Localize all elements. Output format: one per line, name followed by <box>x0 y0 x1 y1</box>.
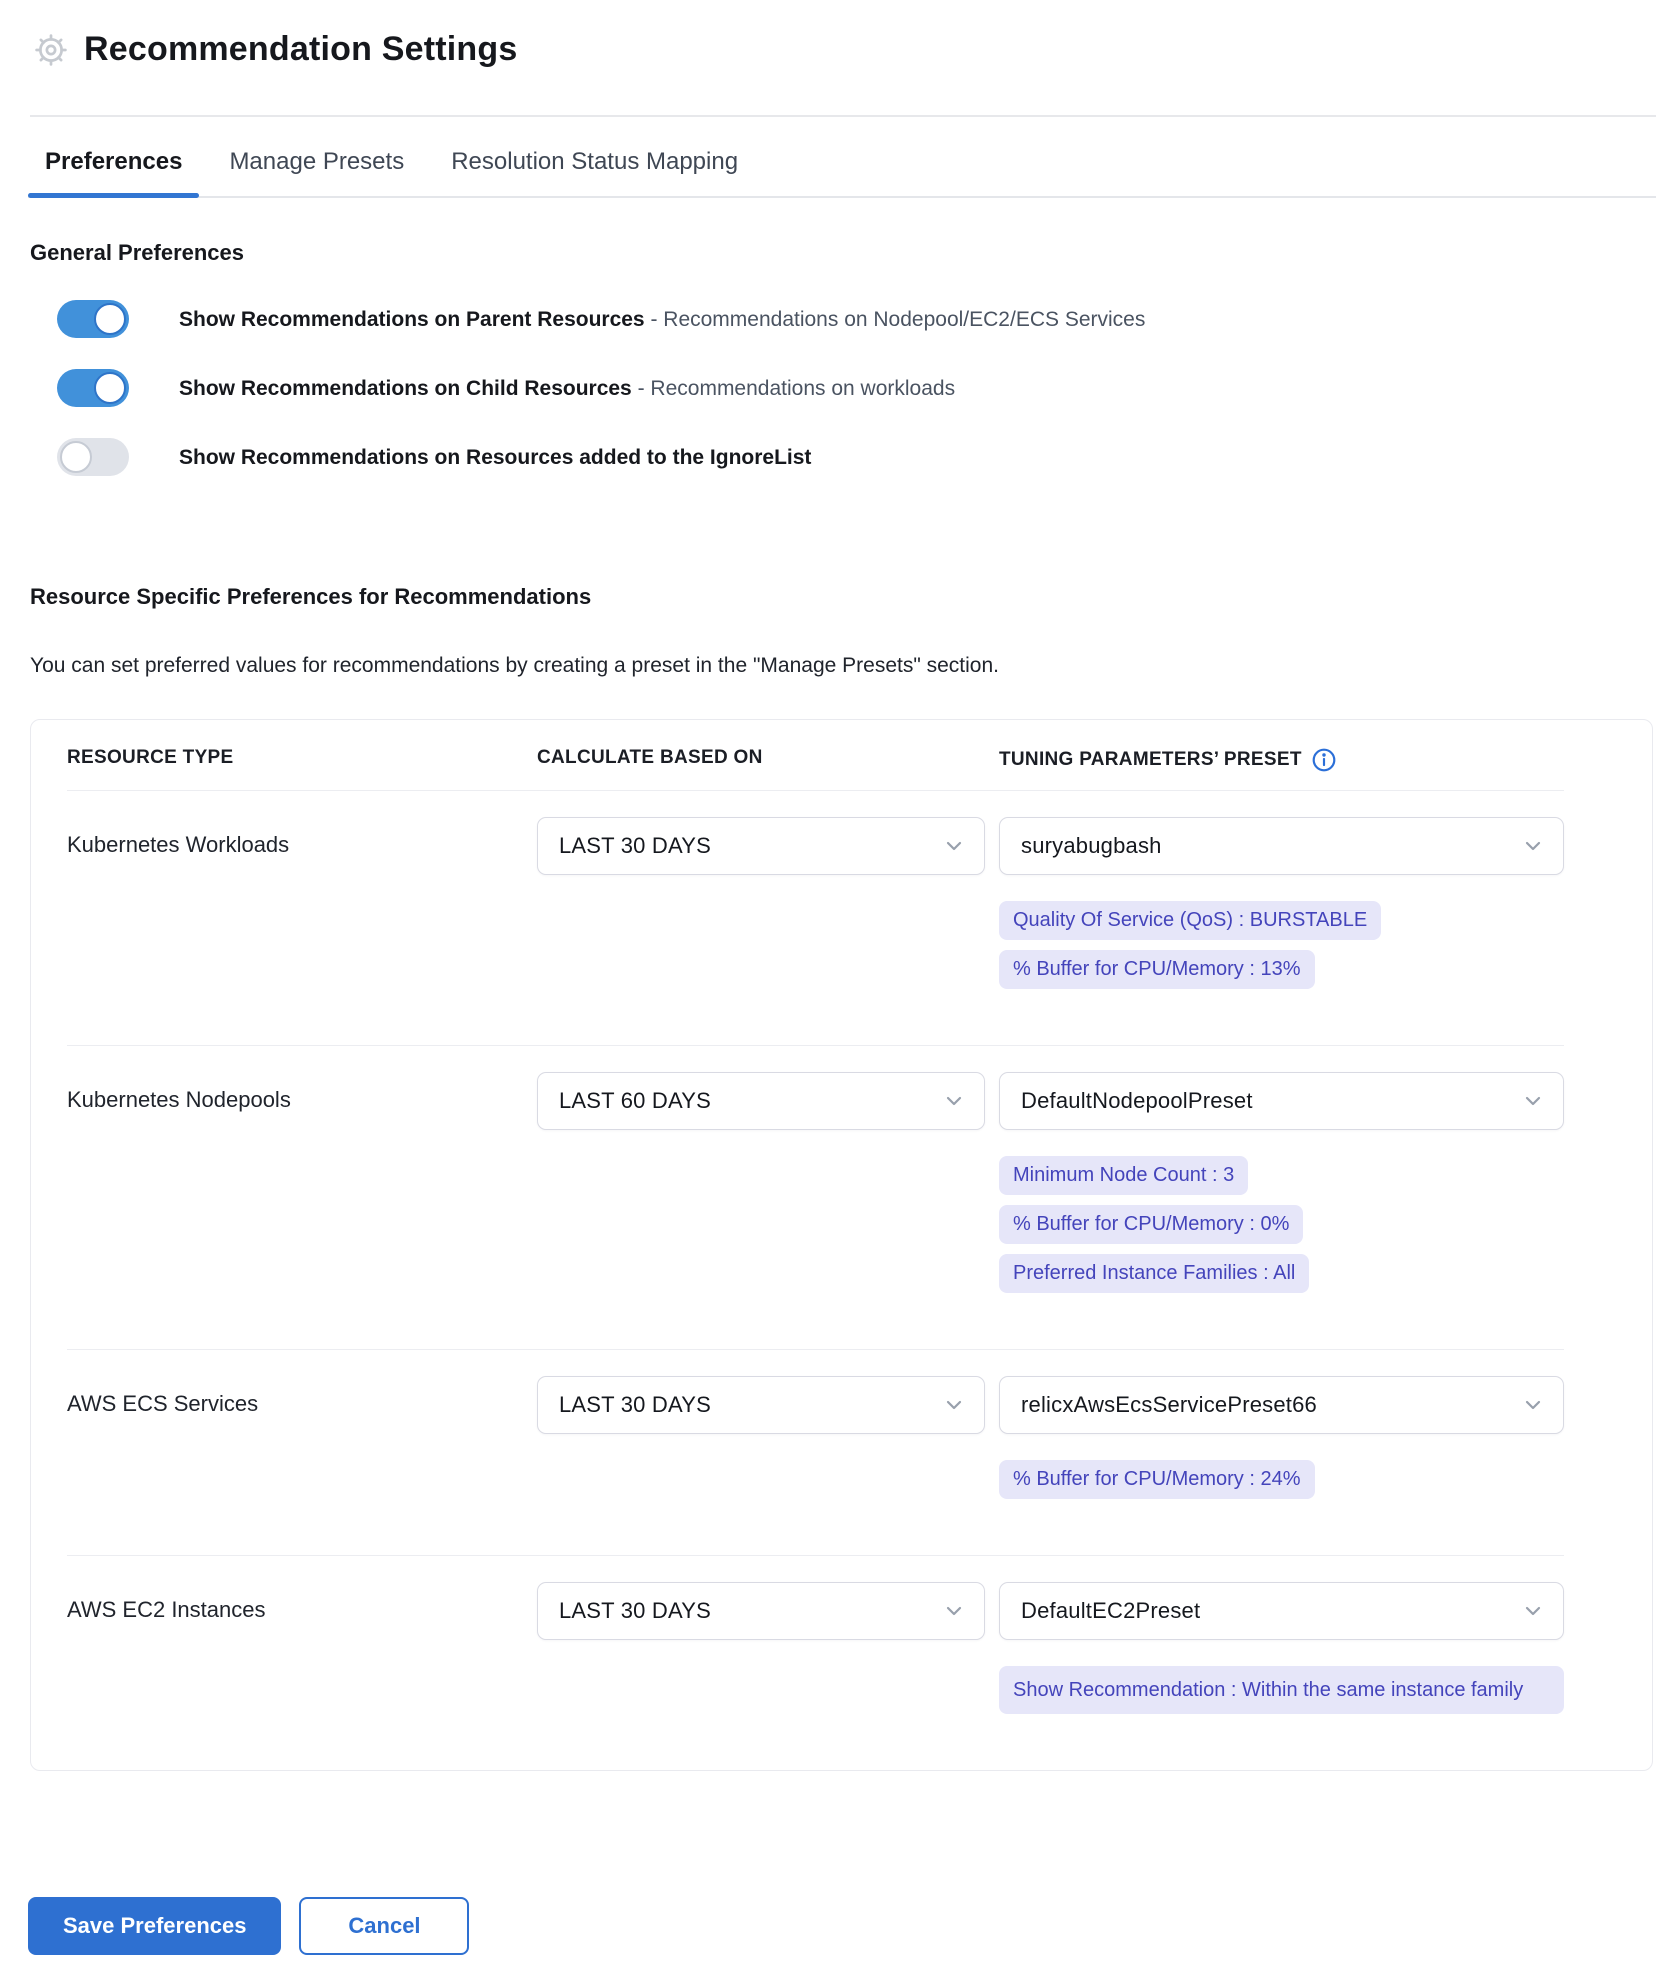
tuning-chip: Show Recommendation : Within the same instance family <box>999 1666 1564 1714</box>
action-bar <box>28 1897 1656 1955</box>
toggle-row-parent-resources <box>57 300 1656 338</box>
toggle-knob <box>94 372 126 404</box>
tab-resolution-status-mapping[interactable]: Resolution Status Mapping <box>451 148 739 175</box>
calculate-based-on-select[interactable]: LAST 30 DAYS <box>537 817 985 875</box>
tuning-chip-list <box>999 901 1564 989</box>
toggle-knob <box>60 441 92 473</box>
resource-preferences-table <box>30 719 1653 1771</box>
table-row-kubernetes-workloads <box>67 791 1564 1046</box>
chevron-down-icon <box>942 1089 966 1113</box>
calculate-based-on-select[interactable]: LAST 60 DAYS <box>537 1072 985 1130</box>
chevron-down-icon <box>942 1393 966 1417</box>
chevron-down-icon <box>942 834 966 858</box>
tab-preferences[interactable]: Preferences <box>28 147 199 196</box>
tuning-chip: Preferred Instance Families : All <box>999 1254 1309 1293</box>
tuning-preset-select[interactable]: suryabugbash <box>999 817 1564 875</box>
info-icon[interactable] <box>1311 747 1337 773</box>
table-row-kubernetes-nodepools <box>67 1046 1564 1350</box>
tuning-chip: Minimum Node Count : 3 <box>999 1156 1248 1195</box>
tuning-chip-list <box>999 1666 1564 1714</box>
resource-type-label: AWS EC2 Instances <box>67 1597 266 1622</box>
table-row-aws-ecs-services <box>67 1350 1564 1556</box>
tuning-preset-select[interactable]: DefaultEC2Preset <box>999 1582 1564 1640</box>
resource-specific-heading: Resource Specific Preferences for Recommendations <box>30 584 592 609</box>
toggle-label: Show Recommendations on Child Resources - Recommendations on workloads <box>179 376 956 400</box>
toggle-parent-resources[interactable] <box>57 300 129 338</box>
tuning-chip: % Buffer for CPU/Memory : 13% <box>999 950 1315 989</box>
header-divider <box>30 115 1656 117</box>
general-toggle-list <box>57 300 1656 476</box>
chevron-down-icon <box>1521 1599 1545 1623</box>
resource-type-label: Kubernetes Workloads <box>67 832 290 857</box>
save-preferences-button[interactable]: Save Preferences <box>28 1897 281 1955</box>
resource-type-label: Kubernetes Nodepools <box>67 1087 291 1112</box>
tuning-preset-select[interactable]: DefaultNodepoolPreset <box>999 1072 1564 1130</box>
chevron-down-icon <box>1521 834 1545 858</box>
tuning-chip: Quality Of Service (QoS) : BURSTABLE <box>999 901 1381 940</box>
tuning-chip: % Buffer for CPU/Memory : 0% <box>999 1205 1303 1244</box>
toggle-row-child-resources <box>57 369 1656 407</box>
tuning-chip: % Buffer for CPU/Memory : 24% <box>999 1460 1315 1499</box>
chevron-down-icon <box>1521 1089 1545 1113</box>
resource-specific-note: You can set preferred values for recommendations by creating a preset in the "Manage Presets" section. <box>30 654 999 677</box>
tab-bar <box>28 147 1656 198</box>
toggle-child-resources[interactable] <box>57 369 129 407</box>
chevron-down-icon <box>942 1599 966 1623</box>
resource-type-label: AWS ECS Services <box>67 1391 259 1416</box>
column-header-calculate-based-on: CALCULATE BASED ON <box>537 747 763 768</box>
toggle-label: Show Recommendations on Resources added to the IgnoreList <box>179 445 812 469</box>
column-header-resource-type: RESOURCE TYPE <box>67 747 234 768</box>
gear-icon <box>32 31 70 69</box>
toggle-label: Show Recommendations on Parent Resources - Recommendations on Nodepool/EC2/ECS Services <box>179 307 1146 331</box>
tab-manage-presets[interactable]: Manage Presets <box>229 148 405 175</box>
calculate-based-on-select[interactable]: LAST 30 DAYS <box>537 1582 985 1640</box>
toggle-ignorelist-resources[interactable] <box>57 438 129 476</box>
table-row-aws-ec2-instances <box>67 1556 1564 1770</box>
toggle-row-ignorelist-resources <box>57 438 1656 476</box>
column-header-tuning-preset: TUNING PARAMETERS’ PRESET <box>999 747 1564 773</box>
tuning-chip-list <box>999 1156 1564 1293</box>
chevron-down-icon <box>1521 1393 1545 1417</box>
page-title: Recommendation Settings <box>84 30 518 68</box>
page-header <box>0 0 1656 69</box>
calculate-based-on-select[interactable]: LAST 30 DAYS <box>537 1376 985 1434</box>
tuning-chip-list <box>999 1460 1564 1499</box>
toggle-knob <box>94 303 126 335</box>
cancel-button[interactable]: Cancel <box>299 1897 469 1955</box>
general-preferences-heading: General Preferences <box>30 240 245 265</box>
table-header-row <box>67 720 1564 791</box>
tuning-preset-select[interactable]: relicxAwsEcsServicePreset66 <box>999 1376 1564 1434</box>
